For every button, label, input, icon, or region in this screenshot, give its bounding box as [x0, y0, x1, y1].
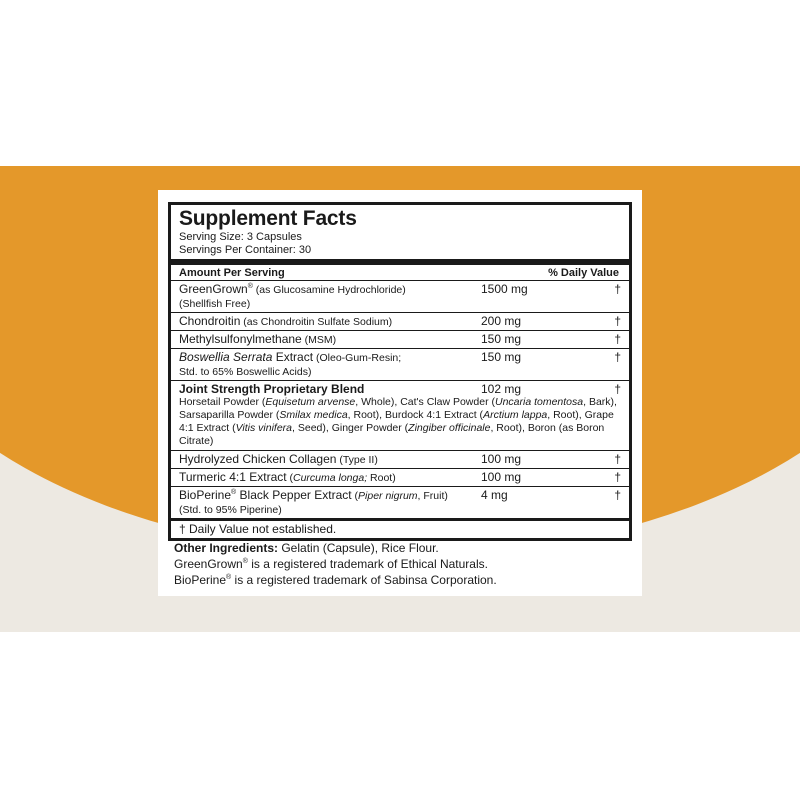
- ingredient-amount: 200 mg: [481, 314, 522, 328]
- ingredient-note: (MSM): [301, 334, 337, 346]
- ingredient-dv: †: [614, 452, 621, 466]
- ingredient-dv: †: [614, 382, 621, 396]
- other-ingredients-text: Gelatin (Capsule), Rice Flour.: [278, 541, 439, 555]
- ingredient-latin-name: Boswellia Serrata: [179, 350, 273, 364]
- ingredient-amount: 102 mg: [481, 382, 522, 396]
- ingredient-row-blend: [171, 381, 629, 451]
- ingredient-amount: 150 mg: [481, 332, 522, 346]
- ingredient-name: Chondroitin: [179, 314, 241, 328]
- supplement-facts-panel: [158, 190, 642, 596]
- ingredient-name: Hydrolyzed Chicken Collagen: [179, 452, 337, 466]
- ingredient-name: Methylsulfonylmethane: [179, 332, 302, 346]
- serving-size: Serving Size: 3 Capsules: [179, 231, 302, 243]
- ingredient-note: (Type II): [336, 454, 378, 466]
- ingredient-sub: (Std. to 95% Piperine): [179, 504, 282, 516]
- registered-mark: ®: [247, 283, 253, 290]
- ingredient-note: (Oleo-Gum-Resin;: [313, 352, 402, 364]
- daily-value-footnote: † Daily Value not established.: [179, 522, 337, 536]
- ingredient-sub: Std. to 65% Boswellic Acids): [179, 366, 312, 378]
- ingredient-name: GreenGrown: [179, 282, 248, 296]
- ingredient-name: Joint Strength Proprietary Blend: [179, 382, 365, 396]
- blend-description: Horsetail Powder (Equisetum arvense, Whole), Cat's Claw Powder (Uncaria tomentosa, Bark), Sarsaparilla Powder (Smilax medica, Root), Burdock 4:1 Extract (Arctium lappa, Root), Grape 4:1 Extract (Vitis vinifera, Seed), Ginger Powder (Zingiber officinale, Root), Boron (as Boron Citrate): [179, 396, 617, 447]
- other-ingredients-block: [174, 540, 497, 588]
- ingredient-sub: (Shellfish Free): [179, 298, 251, 310]
- ingredient-amount: 100 mg: [481, 452, 522, 466]
- ingredient-dv: †: [614, 282, 621, 296]
- ingredient-row: BioPerine® Black Pepper Extract (Piper nigrum, Fruit) (Std. to 95% Piperine) 4 mg †: [171, 487, 629, 521]
- trademark-greengrown: GreenGrown® is a registered trademark of Ethical Naturals.: [174, 557, 488, 571]
- ingredient-dv: †: [614, 332, 621, 346]
- daily-value-header: % Daily Value: [548, 267, 619, 279]
- ingredient-name: BioPerine: [179, 488, 232, 502]
- ingredient-row: Turmeric 4:1 Extract (Curcuma longa; Root) 100 mg †: [171, 469, 629, 487]
- ingredient-note: (as Glucosamine Hydrochloride): [252, 284, 406, 296]
- facts-title: Supplement Facts: [179, 207, 357, 230]
- ingredient-dv: †: [614, 470, 621, 484]
- table-header: [171, 265, 629, 281]
- registered-mark: ®: [231, 489, 237, 496]
- other-ingredients: [174, 540, 497, 556]
- ingredient-row: [171, 349, 629, 381]
- ingredient-latin-name: Curcuma longa;: [293, 472, 368, 484]
- ingredient-row: [171, 313, 629, 331]
- ingredient-row: [171, 281, 629, 313]
- ingredient-note: (as Chondroitin Sulfate Sodium): [240, 316, 393, 328]
- ingredient-dv: †: [614, 488, 621, 502]
- ingredient-amount: 1500 mg: [481, 282, 528, 296]
- ingredient-amount: 100 mg: [481, 470, 522, 484]
- ingredient-dv: †: [614, 350, 621, 364]
- ingredient-row: [171, 331, 629, 349]
- amount-header: Amount Per Serving: [179, 267, 285, 279]
- facts-box: [168, 202, 632, 541]
- servings-per-container: Servings Per Container: 30: [179, 243, 312, 256]
- other-ingredients-label: Other Ingredients:: [174, 541, 279, 555]
- ingredient-amount: 150 mg: [481, 350, 522, 364]
- ingredient-latin-name: Piper nigrum: [358, 490, 418, 502]
- ingredient-row: [171, 451, 629, 469]
- ingredient-dv: †: [614, 314, 621, 328]
- ingredient-amount: 4 mg: [481, 488, 508, 502]
- ingredient-name: Extract: [272, 350, 314, 364]
- trademark-bioperine: BioPerine® is a registered trademark of Sabinsa Corporation.: [174, 573, 497, 587]
- ingredient-name: Turmeric 4:1 Extract: [179, 470, 287, 484]
